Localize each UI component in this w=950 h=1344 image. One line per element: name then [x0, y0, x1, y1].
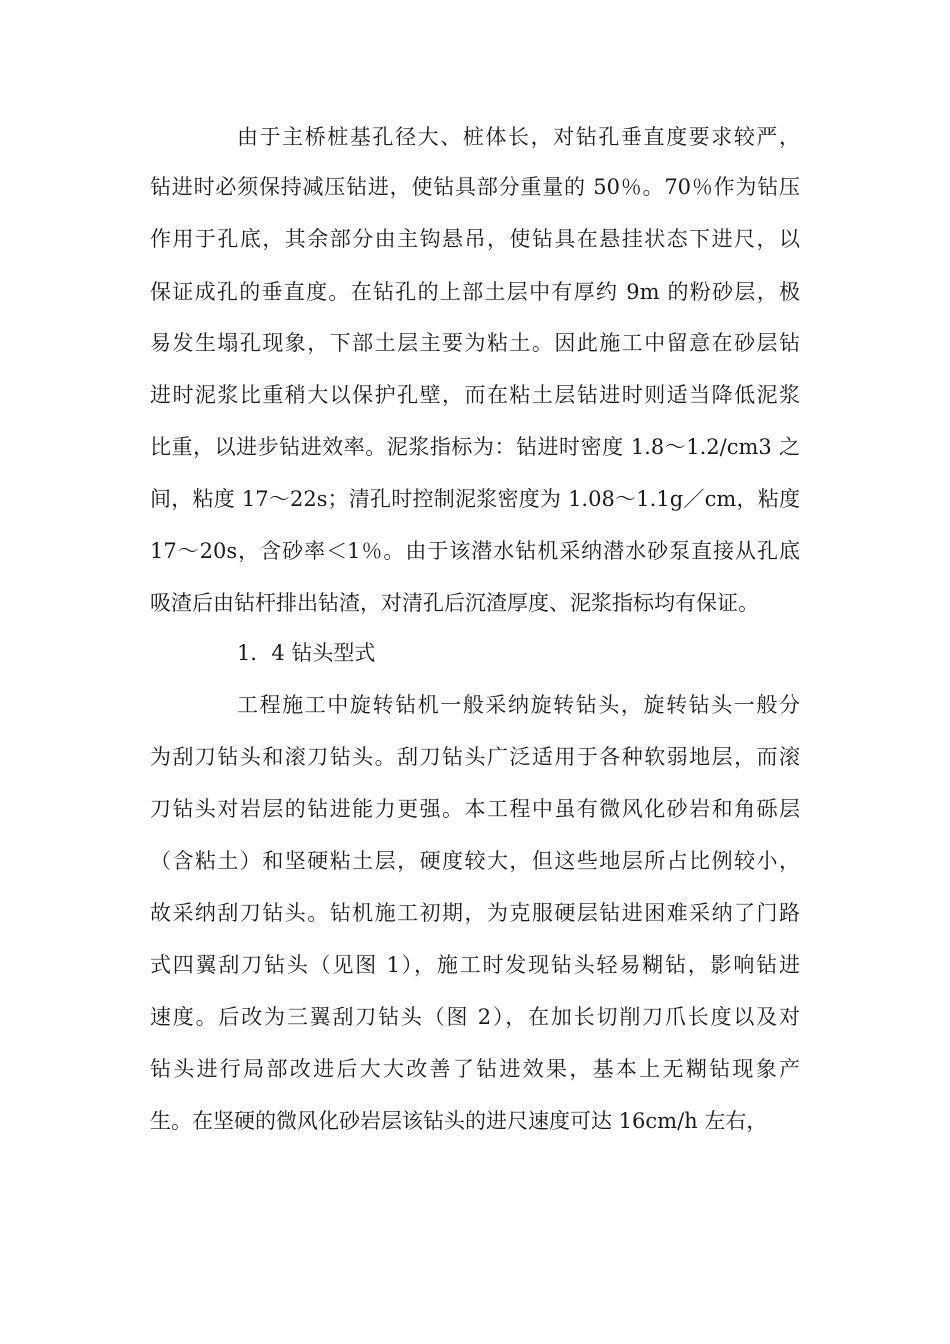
paragraph-1-line-6: 进时泥浆比重稍大以保护孔壁，而在粘土层钻进时则适当降低泥浆 [150, 383, 800, 407]
paragraph-2-line-6: 式四翼刮刀钻头（见图 1），施工时发现钻头轻易糊钻，影响钻进 [150, 953, 800, 977]
paragraph-2-line-5: 故采纳刮刀钻头。钻机施工初期，为克服硬层钻进困难采纳了门路 [150, 901, 800, 925]
paragraph-2-line-3: 刀钻头对岩层的钻进能力更强。本工程中虽有微风化砂岩和角砾层 [150, 797, 800, 821]
paragraph-1-line-7: 比重，以进步钻进效率。泥浆指标为：钻进时密度 1.8～1.2/cm3 之 [150, 435, 800, 459]
paragraph-2-line-8: 钻头进行局部改进后大大改善了钻进效果，基本上无糊钻现象产 [150, 1057, 800, 1081]
paragraph-1-line-2: 钻进时必须保持减压钻进，使钻具部分重量的 50％。70％作为钻压 [150, 175, 800, 199]
paragraph-1-line-9: 17～20s，含砂率＜1％。由于该潜水钻机采纳潜水砂泵直接从孔底 [150, 539, 800, 563]
paragraph-1-line-3: 作用于孔底，其余部分由主钩悬吊，使钻具在悬挂状态下进尺，以 [150, 227, 800, 251]
paragraph-2-line-9: 生。在坚硬的微风化砂岩层该钻头的进尺速度可达 16cm/h 左右， [150, 1109, 768, 1133]
section-heading: 1．4 钻头型式 [237, 641, 376, 665]
paragraph-2-line-2: 为刮刀钻头和滚刀钻头。刮刀钻头广泛适用于各种软弱地层，而滚 [150, 745, 800, 769]
paragraph-1-line-4: 保证成孔的垂直度。在钻孔的上部土层中有厚约 9m 的粉砂层，极 [150, 280, 800, 304]
paragraph-1-line-5: 易发生塌孔现象，下部土层主要为粘土。因此施工中留意在砂层钻 [150, 331, 800, 355]
paragraph-2-line-1: 工程施工中旋转钻机一般采纳旋转钻头，旋转钻头一般分 [237, 693, 800, 717]
paragraph-2-line-7: 速度。后改为三翼刮刀钻头（图 2），在加长切削刀爪长度以及对 [150, 1005, 800, 1029]
paragraph-1-line-1: 由于主桥桩基孔径大、桩体长，对钻孔垂直度要求较严， [237, 125, 800, 149]
paragraph-2-line-4: （含粘土）和坚硬粘土层，硬度较大，但这些地层所占比例较小， [150, 849, 800, 873]
paragraph-1-line-8: 间，粘度 17～22s；清孔时控制泥浆密度为 1.08～1.1g／cm，粘度 [150, 487, 800, 511]
paragraph-1-line-10: 吸渣后由钻杆排出钻渣，对清孔后沉渣厚度、泥浆指标均有保证。 [150, 591, 759, 615]
